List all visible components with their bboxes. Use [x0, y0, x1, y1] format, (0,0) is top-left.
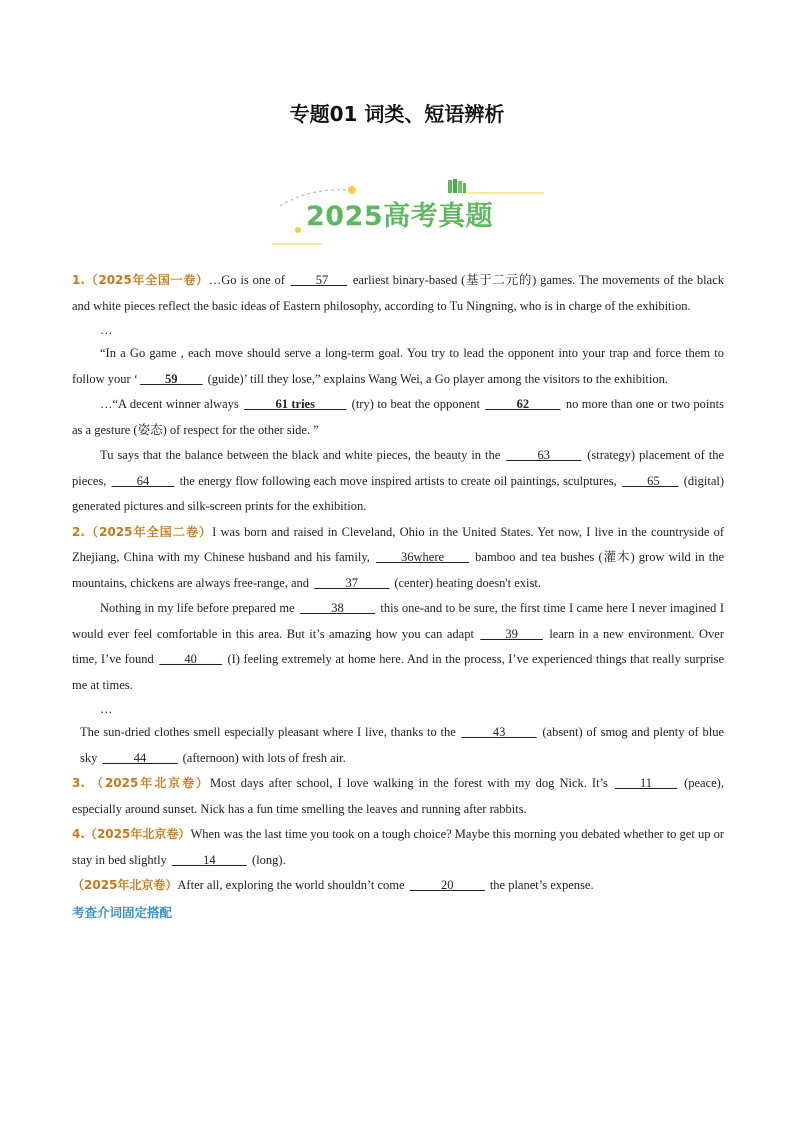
- blank-40[interactable]: ____40____: [159, 652, 222, 666]
- blank-38[interactable]: _____38_____: [300, 601, 376, 615]
- blank-39[interactable]: ____39____: [480, 626, 543, 641]
- text: (digital) generated pictures and silk-screen prints for the exhibition.: [72, 473, 724, 513]
- q2-para-2: [72, 596, 724, 698]
- text: I was born and raised in Cleveland, Ohio in the United States. Yet now, I live in the countryside of Zhejiang, China with my Chinese husband and his family,: [72, 524, 724, 564]
- text: no more than one or two points as a gesture (姿态) of respect for the other side. ”: [72, 397, 724, 437]
- q2-para-1: [72, 520, 724, 597]
- question-label: （2025年北京卷）: [72, 878, 178, 892]
- q1-para-2: [72, 341, 724, 392]
- text: After all, exploring the world shouldn’t come: [177, 878, 408, 892]
- q1-para-4: [72, 443, 724, 520]
- text: the energy flow following each move inspired artists to create oil paintings, sculptures,: [176, 473, 621, 488]
- ellipsis: …: [100, 702, 113, 716]
- blank-36[interactable]: ____36where____: [376, 550, 470, 564]
- question-label: 4.（2025年北京卷）: [72, 827, 191, 841]
- text: this one-and to be sure, the first time I came here I never imagined I would ever feel comfortable in this area. But it’s amazing how you can adapt: [72, 601, 724, 641]
- text: When was the last time you took on a tough choice? Maybe this morning you debated whether to get up or stay in bed slightly: [72, 827, 725, 867]
- banner-title: 2025高考真题: [306, 201, 494, 232]
- text: “In a Go game , each move should serve a long-term goal. You try to lead the opponent into your trap and force them to follow your ‘: [72, 346, 724, 386]
- text: Nothing in my life before prepared me: [100, 601, 299, 615]
- text: earliest binary-based (基于二元的) games. The movements of the black and white pieces reflect the basic ideas of Eastern philosophy, according to Tu Ningning, who is in charge of the exhibition.: [72, 273, 725, 313]
- q2-para-3: [72, 720, 724, 771]
- blank-63[interactable]: _____63_____: [506, 448, 582, 462]
- blank-62[interactable]: _____62_____: [485, 397, 561, 411]
- question-label: 1.（2025年全国一卷）: [72, 273, 209, 287]
- page-title: 专题01 词类、短语辨析: [289, 102, 505, 126]
- question-label: 2.（2025年全国二卷）: [72, 524, 213, 539]
- text: learn in a new environment. Over time, I’ve found: [72, 626, 724, 666]
- blank-64[interactable]: ____64____: [111, 473, 175, 488]
- blank-37[interactable]: _____37_____: [314, 575, 390, 590]
- blank-20[interactable]: _____20_____: [409, 878, 485, 892]
- text: (guide)’ till they lose,” explains Wang Wei, a Go player among the visitors to the exhibition.: [204, 371, 668, 386]
- text: (try) to beat the opponent: [348, 397, 484, 411]
- text: The sun-dried clothes smell especially pleasant where I live, thanks to the: [80, 725, 460, 739]
- q1-para-3: [72, 392, 724, 443]
- ellipsis: …: [100, 323, 113, 337]
- blank-61[interactable]: _____61 tries_____: [244, 397, 347, 411]
- text: (peace), especially around sunset. Nick has a fun time smelling the leaves and running after rabbits.: [72, 776, 724, 816]
- q1-para-1: [72, 268, 724, 319]
- blank-44[interactable]: _____44_____: [102, 750, 178, 765]
- question-label: 3. （2025年北京卷）: [72, 776, 210, 790]
- text: Most days after school, I love walking in the forest with my dog Nick. It’s: [210, 776, 613, 790]
- text: (center) heating doesn't exist.: [391, 575, 541, 590]
- text: (I) feeling extremely at home here. And in the process, I’ve experienced things that really surprise me at times.: [72, 652, 724, 692]
- q3-para-1: [72, 771, 724, 822]
- blank-65[interactable]: ____65___: [622, 473, 679, 488]
- blank-43[interactable]: _____43_____: [461, 725, 537, 739]
- text: …“A decent winner always: [100, 397, 243, 411]
- blank-57[interactable]: ____57___: [290, 273, 347, 287]
- text: (long).: [248, 852, 286, 867]
- text: Tu says that the balance between the black and white pieces, the beauty in the: [100, 448, 505, 462]
- blank-59[interactable]: ____59____: [139, 371, 203, 386]
- blank-14[interactable]: _____14_____: [171, 852, 247, 867]
- q4-para-1: [72, 822, 724, 873]
- text: …Go is one of: [208, 273, 289, 287]
- text: the planet’s expense.: [486, 878, 594, 892]
- books-icon: [448, 179, 466, 193]
- q5-para-1: [72, 873, 724, 899]
- text: (absent) of smog and plenty of blue sky: [80, 725, 724, 765]
- content: [72, 268, 724, 921]
- blank-11[interactable]: ____11____: [614, 776, 678, 790]
- text: (strategy) placement of the pieces,: [72, 448, 724, 488]
- text: (afternoon) with lots of fresh air.: [179, 750, 346, 765]
- banner: [268, 176, 548, 250]
- text: bamboo and tea bushes (灌木) grow wild in the mountains, chickens are always free-range, and: [72, 550, 724, 590]
- section-title: 考查介词固定搭配: [72, 904, 173, 920]
